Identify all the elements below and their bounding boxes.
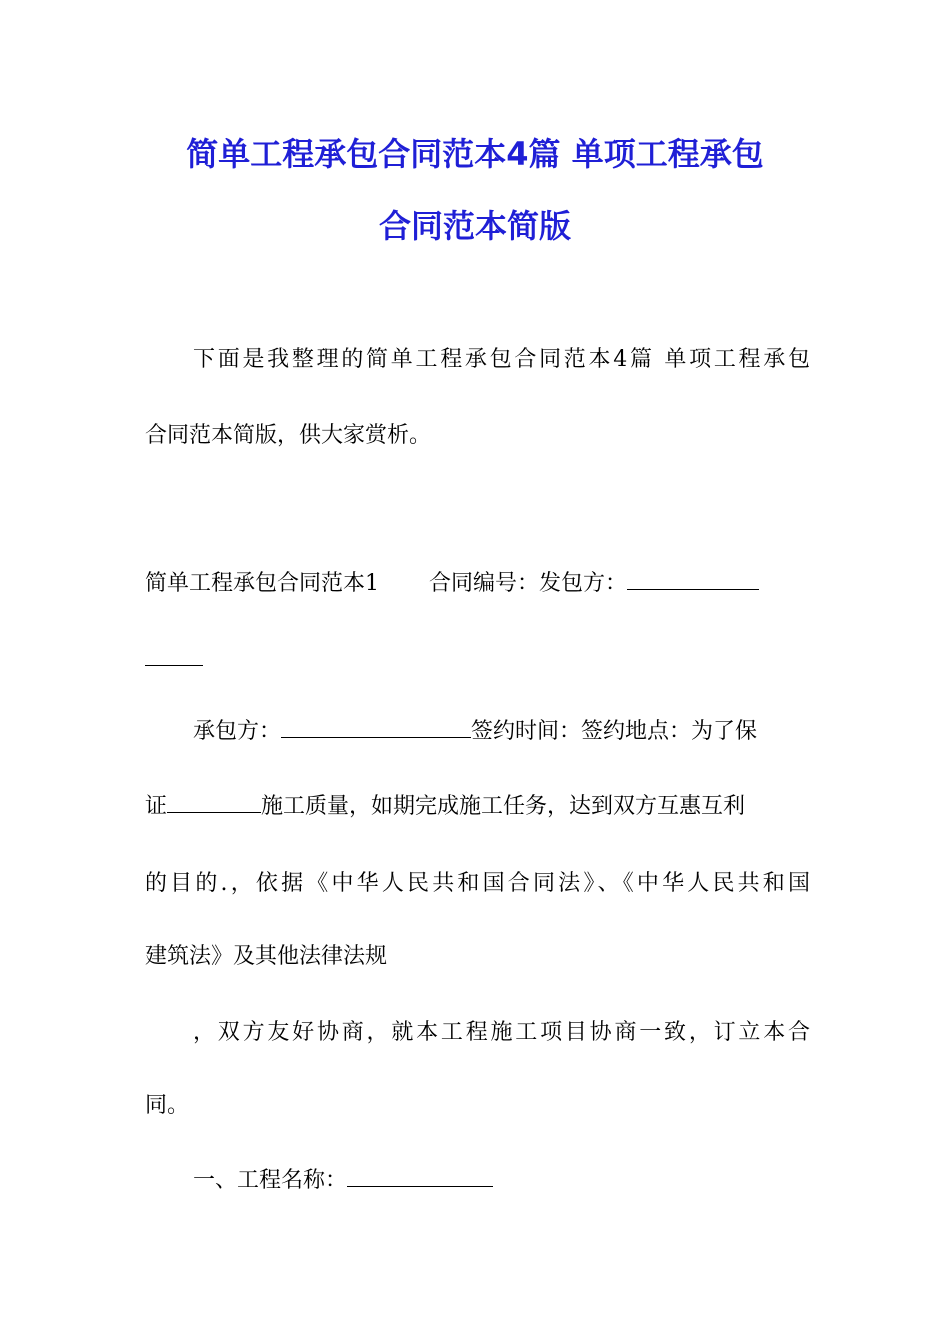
intro-paragraph-line-2: 合同范本简版，供大家赏析。 xyxy=(145,423,432,448)
document-title-line-1: 简单工程承包合同范本4篇 单项工程承包 xyxy=(186,135,764,173)
sign-place-label: 签约地点： xyxy=(581,719,692,744)
sign-time-label: 签约时间： xyxy=(471,719,582,744)
contractor-label: 承包方： xyxy=(193,719,282,744)
contractor-row xyxy=(193,717,810,747)
document-title-line-2: 合同范本简版 xyxy=(378,207,571,245)
item-1-label: 一、工程名称： xyxy=(193,1168,348,1193)
purpose-line-6: 同。 xyxy=(145,1093,190,1118)
employer-blank xyxy=(627,569,759,590)
purpose-line-3: 的目的.，依据《中华人民共和国合同法》、《中华人民共和国 xyxy=(145,871,810,896)
contractor-blank xyxy=(281,717,471,738)
project-blank xyxy=(167,792,261,813)
item-1-row xyxy=(193,1166,810,1196)
employer-label: 发包方： xyxy=(539,571,628,596)
purpose-line-2-text: 施工质量，如期完成施工任务，达到双方互惠互利 xyxy=(261,794,746,819)
item-1-blank xyxy=(347,1166,493,1187)
employer-blank-continued-row xyxy=(145,645,810,675)
contract-heading: 简单工程承包合同范本1 xyxy=(145,571,379,596)
purpose-start: 为了保 xyxy=(691,719,758,744)
contract-heading-row xyxy=(145,569,810,599)
purpose-line-5: ，双方友好协商，就本工程施工项目协商一致，订立本合 xyxy=(193,1020,810,1045)
contract-number-label: 合同编号： xyxy=(429,571,540,596)
purpose-line-4: 建筑法》及其他法律法规 xyxy=(145,944,388,969)
purpose-line-2 xyxy=(145,792,810,822)
purpose-line-2-start: 证 xyxy=(145,794,168,819)
intro-paragraph-line-1: 下面是我整理的简单工程承包合同范本4篇 单项工程承包 xyxy=(193,347,810,372)
employer-blank-continued xyxy=(145,645,203,666)
